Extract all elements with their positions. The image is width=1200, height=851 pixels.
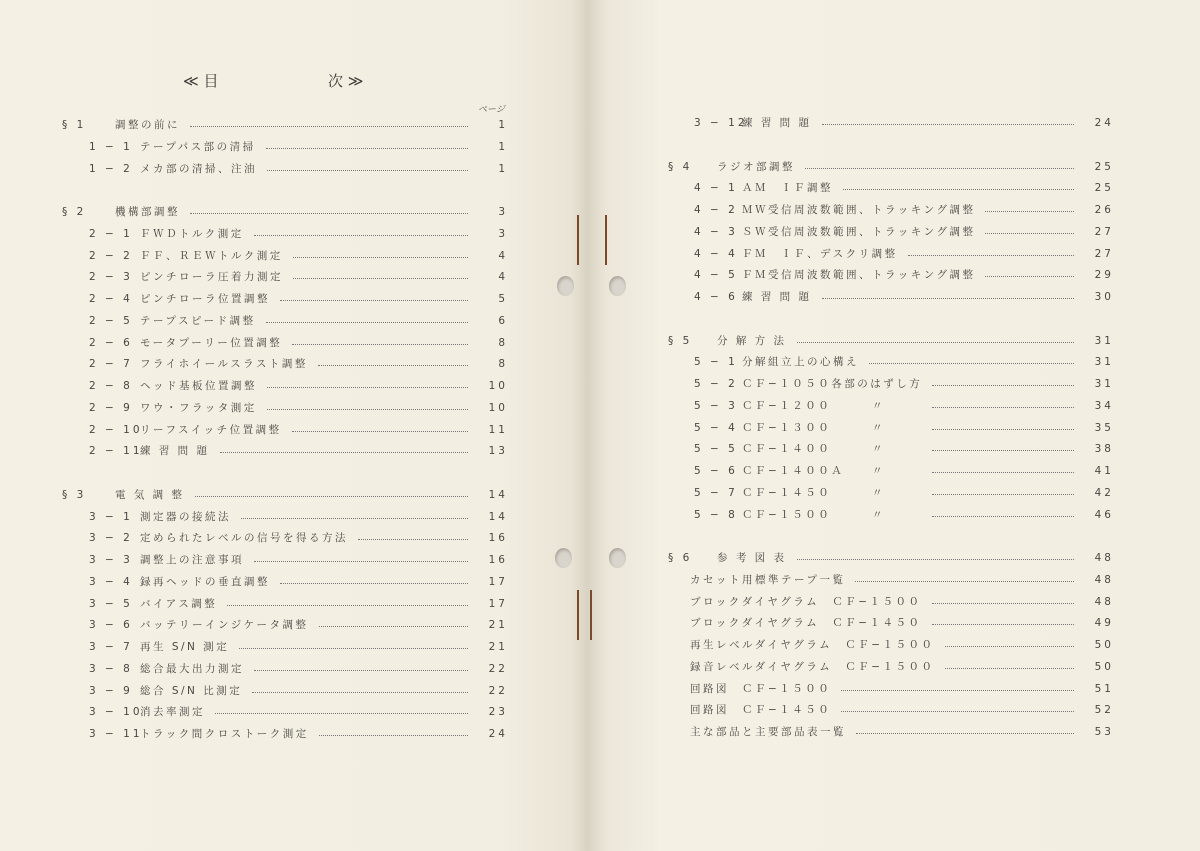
entry-title: ＦＷＤトルク測定 <box>140 227 244 240</box>
entry-title: リーフスイッチ位置調整 <box>140 423 282 436</box>
entry-number: 3 − 6 <box>89 619 133 632</box>
toc-entry-section <box>0 548 1200 570</box>
page-number: 11 <box>488 423 508 436</box>
entry-number: 2 − 11 <box>89 445 143 458</box>
dot-leader <box>932 429 1074 430</box>
entry-number: 5 − 4 <box>694 421 738 434</box>
entry-number: 2 − 4 <box>89 293 133 305</box>
toc-entry-sub <box>0 200 1200 222</box>
page-number: 48 <box>1094 552 1114 564</box>
entry-title: ＳＷ受信周波数範囲、トラッキング調整 <box>742 225 976 238</box>
entry-number: 2 − 10 <box>89 423 143 436</box>
toc-entry-sub <box>0 396 1200 418</box>
entry-title: 録音レベルダイヤグラム ＣＦ−１５００ <box>690 660 935 673</box>
entry-number: 4 − 5 <box>694 269 738 282</box>
entry-title: 録再ヘッドの垂直調整 <box>140 575 270 588</box>
page-number: 14 <box>488 488 508 501</box>
dot-leader <box>822 124 1074 125</box>
entry-title: テープスピード調整 <box>140 314 256 327</box>
entry-title: ＭＷ受信周波数範囲、トラッキング調整 <box>742 204 976 216</box>
page-number: 21 <box>488 619 508 632</box>
entry-title: ピンチローラ圧着力測定 <box>140 271 283 284</box>
toc-entry-sub <box>0 505 1200 527</box>
toc-entry-item <box>0 592 1200 614</box>
entry-number: 3 − 12 <box>694 117 748 129</box>
entry-title: 総合最大出力測定 <box>140 662 244 675</box>
toc-entry-sub <box>0 439 1200 461</box>
page-number: 48 <box>1094 573 1114 586</box>
entry-number: 2 − 8 <box>89 380 133 392</box>
toc-entry-item <box>0 722 1200 744</box>
entry-title: バッテリーインジケータ調整 <box>140 619 309 632</box>
section-number: § 3 <box>62 488 87 501</box>
spacer <box>0 526 1200 548</box>
page-number: 27 <box>1094 247 1114 260</box>
page-number: 3 <box>498 206 508 218</box>
entry-number: 5 − 5 <box>694 443 738 456</box>
entry-title: ブロックダイヤグラム ＣＦ−１４５０ <box>690 617 922 630</box>
dot-leader <box>932 516 1074 517</box>
entry-number: 4 − 6 <box>694 291 738 303</box>
dot-leader <box>797 559 1074 560</box>
page-number: 42 <box>1094 486 1114 499</box>
page-number: 10 <box>488 401 508 414</box>
section-number: § 5 <box>668 334 693 347</box>
toc-entry-sub <box>0 113 1200 135</box>
dot-leader <box>932 624 1074 625</box>
entry-title: ＦＦ、ＲＥＷトルク測定 <box>140 249 283 262</box>
page-number: 24 <box>1094 117 1114 129</box>
toc-entry-sub <box>0 244 1200 266</box>
entry-number: 1 − 1 <box>89 140 133 153</box>
entry-number: 5 − 7 <box>694 486 738 499</box>
entry-title: 練 習 問 題 <box>742 117 812 129</box>
entry-number: 3 − 8 <box>89 662 133 675</box>
toc-entry-sub <box>0 374 1200 396</box>
page-number: 17 <box>488 597 508 610</box>
entry-title: 分解組立上の心構え <box>742 356 859 369</box>
entry-title: 再生レベルダイヤグラム ＣＦ−１５００ <box>690 639 935 651</box>
entry-number: 4 − 1 <box>694 182 738 195</box>
spacer <box>0 309 1200 331</box>
page-number: 24 <box>488 728 508 740</box>
entry-number: 3 − 4 <box>89 575 133 588</box>
page-number: 25 <box>1094 182 1114 195</box>
page-number: 1 <box>498 119 508 131</box>
page-number: 4 <box>498 249 508 262</box>
entry-title: 電 気 調 整 <box>115 488 185 501</box>
entry-title: トラック間クロストーク測定 <box>140 728 309 740</box>
entry-number: 2 − 3 <box>89 271 133 284</box>
entry-title: 測定器の接続法 <box>140 510 231 523</box>
page-number: 23 <box>488 706 508 719</box>
page-number: 4 <box>498 271 508 284</box>
entry-title: 調整の前に <box>115 119 180 131</box>
entry-title: ＦＭ受信周波数範囲、トラッキング調整 <box>742 269 976 282</box>
page-number: 16 <box>488 554 508 566</box>
ditto-mark: 〃 <box>872 508 885 521</box>
entry-number: 5 − 6 <box>694 465 738 477</box>
entry-title: 回路図 ＣＦ−１５００ <box>690 682 832 695</box>
page-number: 51 <box>1094 682 1114 695</box>
page-number: 29 <box>1094 269 1114 282</box>
toc-title-left: ≪ 目 <box>183 72 219 90</box>
page-number: 50 <box>1094 660 1114 673</box>
entry-title: 分 解 方 法 <box>717 334 787 347</box>
page-number: 10 <box>488 380 508 392</box>
ditto-mark: 〃 <box>872 399 885 412</box>
entry-number: 2 − 5 <box>89 314 133 327</box>
dot-leader <box>932 385 1074 386</box>
page-number: 31 <box>1094 356 1114 369</box>
dot-leader <box>841 711 1074 712</box>
entry-number: 3 − 2 <box>89 532 133 545</box>
dot-leader <box>985 233 1074 234</box>
entry-title: 定められたレベルの信号を得る方法 <box>140 532 348 545</box>
page-number: 27 <box>1094 225 1114 238</box>
entry-title: ＣＦ−１４５０ <box>742 486 832 499</box>
page-number: 8 <box>498 336 508 349</box>
toc-entry-item <box>0 635 1200 657</box>
entry-number: 3 − 9 <box>89 684 133 697</box>
entry-title: 調整上の注意事項 <box>140 554 244 566</box>
page-column-label: ページ <box>478 105 505 115</box>
entry-title: 主な部品と主要部品表一覧 <box>690 726 846 738</box>
page-number: 16 <box>488 532 508 545</box>
toc-entry-sub <box>0 178 1200 200</box>
dot-leader <box>841 690 1074 691</box>
entry-title: ＣＦ−１４００ <box>742 443 832 456</box>
dot-leader <box>869 363 1074 364</box>
ditto-mark: 〃 <box>872 443 885 456</box>
page-number: 5 <box>498 293 508 305</box>
entry-title: 練 習 問 題 <box>140 445 210 458</box>
entry-title: フライホイールスラスト調整 <box>140 358 308 371</box>
entry-number: 4 − 4 <box>694 247 738 260</box>
entry-title: 練 習 問 題 <box>742 291 812 303</box>
entry-number: 2 − 6 <box>89 336 133 349</box>
page-number: 1 <box>498 162 508 175</box>
entry-title: ＡＭ ＩＦ調整 <box>742 182 833 195</box>
section-number: § 4 <box>668 160 693 173</box>
section-number: § 1 <box>62 119 87 131</box>
page-number: 48 <box>1094 595 1114 608</box>
page-number: 34 <box>1094 399 1114 412</box>
page-number: 22 <box>488 684 508 697</box>
entry-number: 3 − 1 <box>89 510 133 523</box>
toc-entry-item <box>0 679 1200 701</box>
entry-number: 3 − 3 <box>89 554 133 566</box>
dot-leader <box>843 189 1074 190</box>
entry-number: 3 − 10 <box>89 706 143 719</box>
dot-leader <box>985 211 1074 212</box>
dot-leader <box>822 298 1074 299</box>
page-number: 14 <box>488 510 508 523</box>
entry-number: 3 − 5 <box>89 597 133 610</box>
toc-entry-section <box>0 157 1200 179</box>
toc-entry-sub <box>0 287 1200 309</box>
page-number: 6 <box>498 314 508 327</box>
dot-leader <box>985 276 1074 277</box>
entry-number: 2 − 2 <box>89 249 133 262</box>
page-number: 22 <box>488 662 508 675</box>
entry-title: ＣＦ−１２００ <box>742 399 832 412</box>
page-number: 53 <box>1094 726 1114 738</box>
ditto-mark: 〃 <box>872 465 885 477</box>
entry-number: 2 − 9 <box>89 401 133 414</box>
toc-entry-item <box>0 613 1200 635</box>
toc-entry-sub <box>0 265 1200 287</box>
entry-number: 4 − 3 <box>694 225 738 238</box>
dot-leader <box>856 733 1074 734</box>
page-number: 17 <box>488 575 508 588</box>
entry-title: ＦＭ ＩＦ、デスクリ調整 <box>742 247 898 260</box>
entry-number: 3 − 11 <box>89 728 143 740</box>
entry-title: 回路図 ＣＦ−１４５０ <box>690 704 832 717</box>
page-number: 50 <box>1094 639 1114 651</box>
entry-title: 機構部調整 <box>115 206 180 218</box>
dot-leader <box>797 342 1074 343</box>
entry-title: ＣＦ−１３００ <box>742 421 832 434</box>
toc-entry-item <box>0 570 1200 592</box>
page-number: 8 <box>498 358 508 371</box>
toc-entry-item <box>0 700 1200 722</box>
entry-title: ＣＦ−１０５０各部のはずし方 <box>742 378 923 390</box>
entry-title: テープパス部の清掃 <box>140 140 256 153</box>
dot-leader <box>855 581 1074 582</box>
entry-title: メカ部の清掃、注油 <box>140 162 257 175</box>
toc-right-column <box>0 113 1200 744</box>
section-number: § 2 <box>62 206 87 218</box>
toc-entry-sub <box>0 418 1200 440</box>
spacer <box>0 135 1200 157</box>
section-number: § 6 <box>668 552 693 564</box>
page-number: 52 <box>1094 704 1114 717</box>
entry-title: ピンチローラ位置調整 <box>140 293 270 305</box>
page-number: 26 <box>1094 204 1114 216</box>
dot-leader <box>932 407 1074 408</box>
ditto-mark: 〃 <box>872 486 885 499</box>
ditto-mark: 〃 <box>872 421 885 434</box>
entry-title: ブロックダイヤグラム ＣＦ−１５００ <box>690 595 922 608</box>
page-number: 31 <box>1094 334 1114 347</box>
dot-leader <box>932 472 1074 473</box>
page-number: 31 <box>1094 378 1114 390</box>
entry-number: 2 − 7 <box>89 358 133 371</box>
dot-leader <box>908 255 1074 256</box>
toc-entry-sub <box>0 483 1200 505</box>
entry-title: ＣＦ−１５００ <box>742 508 832 521</box>
page-number: 1 <box>498 140 508 153</box>
page-number: 25 <box>1094 160 1114 173</box>
page-number: 21 <box>488 641 508 653</box>
dot-leader <box>932 494 1074 495</box>
entry-title: ＣＦ−１４００Ａ <box>742 465 845 477</box>
entry-title: ラジオ部調整 <box>717 160 795 173</box>
entry-number: 5 − 3 <box>694 399 738 412</box>
page-number: 49 <box>1094 617 1114 630</box>
dot-leader <box>805 168 1074 169</box>
page-number: 30 <box>1094 291 1114 303</box>
entry-title: バイアス調整 <box>140 597 218 610</box>
dot-leader <box>932 450 1074 451</box>
entry-title: ワウ・フラッタ測定 <box>140 401 257 414</box>
toc-title-right: 次 ≫ <box>328 72 364 90</box>
entry-title: ヘッド基板位置調整 <box>140 380 257 392</box>
entry-title: 参 考 図 表 <box>717 552 787 564</box>
entry-title: モータプーリー位置調整 <box>140 336 283 349</box>
entry-title: 総合 S/N 比測定 <box>140 684 243 697</box>
page-number: 35 <box>1094 421 1114 434</box>
entry-number: 5 − 2 <box>694 378 738 390</box>
entry-number: 2 − 1 <box>89 227 133 240</box>
entry-number: 5 − 1 <box>694 356 738 369</box>
dot-leader <box>945 668 1074 669</box>
toc-entry-sub <box>0 352 1200 374</box>
page-number: 3 <box>498 227 508 240</box>
page-number: 13 <box>488 445 508 458</box>
toc-entry-item <box>0 657 1200 679</box>
toc-entry-section <box>0 331 1200 353</box>
entry-title: カセット用標準テープ一覧 <box>690 573 846 586</box>
dot-leader <box>932 603 1074 604</box>
entry-title: 消去率測定 <box>140 706 205 719</box>
entry-number: 1 − 2 <box>89 162 133 175</box>
entry-number: 4 − 2 <box>694 204 738 216</box>
page-number: 46 <box>1094 508 1114 521</box>
dot-leader <box>945 646 1074 647</box>
entry-number: 5 − 8 <box>694 508 738 521</box>
toc-entry-sub <box>0 461 1200 483</box>
entry-number: 3 − 7 <box>89 641 133 653</box>
entry-title: 再生 S/N 測定 <box>140 641 230 653</box>
page-number: 41 <box>1094 465 1114 477</box>
page-number: 38 <box>1094 443 1114 456</box>
toc-entry-sub <box>0 222 1200 244</box>
right-page <box>588 0 1200 851</box>
